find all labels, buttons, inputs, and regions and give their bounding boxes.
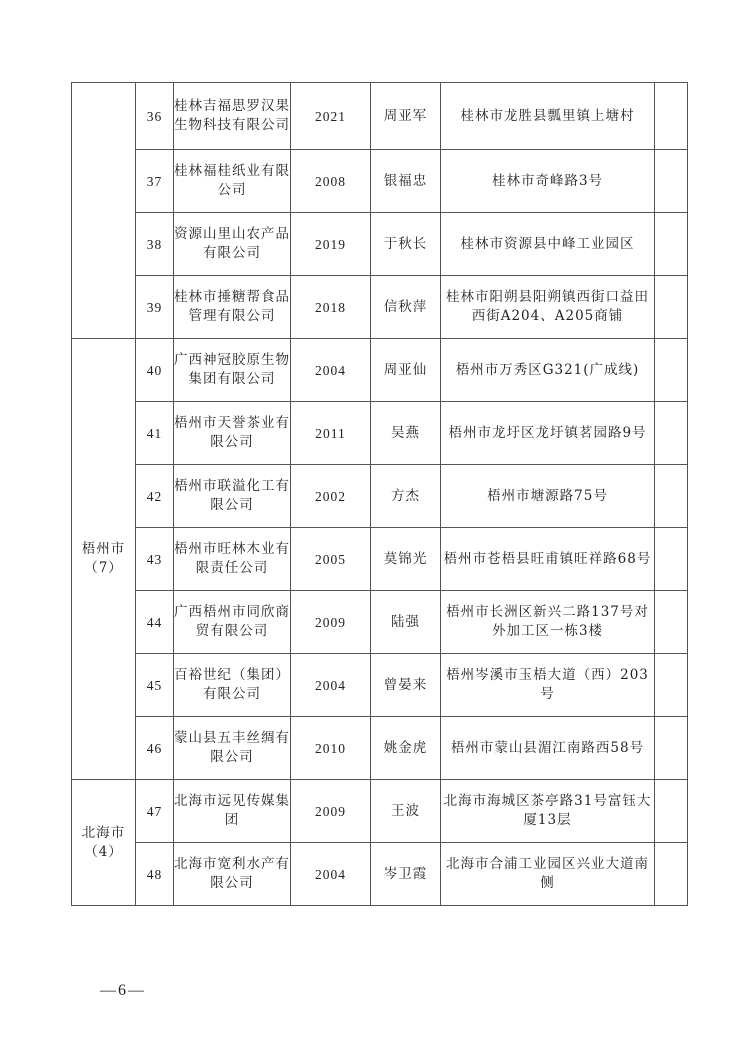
founding-year: 2002 xyxy=(291,465,371,528)
legal-representative: 吴燕 xyxy=(371,402,441,465)
row-number: 45 xyxy=(136,654,174,717)
founding-year: 2021 xyxy=(291,83,371,150)
region-count: （7） xyxy=(84,560,123,576)
company-name: 资源山里山农产品有限公司 xyxy=(174,213,291,276)
row-number: 42 xyxy=(136,465,174,528)
company-address: 梧州市万秀区G321(广成线) xyxy=(441,339,655,402)
company-address: 梧州岑溪市玉梧大道（西）203号 xyxy=(441,654,655,717)
company-name: 蒙山县五丰丝绸有限公司 xyxy=(174,717,291,780)
table-row xyxy=(72,83,688,150)
company-address: 桂林市阳朔县阳朔镇西街口益田西街A204、A205商铺 xyxy=(441,276,655,339)
company-address: 桂林市资源县中峰工业园区 xyxy=(441,213,655,276)
legal-representative: 周亚仙 xyxy=(371,339,441,402)
legal-representative: 于秋长 xyxy=(371,213,441,276)
region-cell-guilin xyxy=(72,83,136,339)
notes-cell xyxy=(655,591,688,654)
company-name: 北海市远见传媒集团 xyxy=(174,780,291,843)
legal-representative: 银福忠 xyxy=(371,150,441,213)
table-row xyxy=(72,654,688,717)
region-cell-wuzhou xyxy=(72,339,136,780)
legal-representative: 姚金虎 xyxy=(371,717,441,780)
row-number: 46 xyxy=(136,717,174,780)
company-address: 梧州市长洲区新兴二路137号对外加工区一栋3楼 xyxy=(441,591,655,654)
company-address: 北海市海城区茶亭路31号富钰大厦13层 xyxy=(441,780,655,843)
founding-year: 2019 xyxy=(291,213,371,276)
region-count: （4） xyxy=(84,843,123,860)
company-address: 桂林市龙胜县瓢里镇上塘村 xyxy=(441,83,655,150)
company-name: 北海市宽利水产有限公司 xyxy=(174,843,291,906)
company-address: 梧州市塘源路75号 xyxy=(441,465,655,528)
notes-cell xyxy=(655,780,688,843)
legal-representative: 曾晏来 xyxy=(371,654,441,717)
table-row xyxy=(72,402,688,465)
company-name: 梧州市旺林木业有限责任公司 xyxy=(174,528,291,591)
page-number: —6— xyxy=(100,982,146,999)
row-number: 43 xyxy=(136,528,174,591)
company-name: 梧州市天誉茶业有限公司 xyxy=(174,402,291,465)
table-row xyxy=(72,150,688,213)
legal-representative: 陆强 xyxy=(371,591,441,654)
company-name: 桂林市捶糖帮食品管理有限公司 xyxy=(174,276,291,339)
table-row xyxy=(72,591,688,654)
company-name: 桂林福桂纸业有限公司 xyxy=(174,150,291,213)
founding-year: 2004 xyxy=(291,654,371,717)
table-row xyxy=(72,780,688,843)
legal-representative: 莫锦光 xyxy=(371,528,441,591)
enterprise-table xyxy=(71,82,688,906)
notes-cell xyxy=(655,150,688,213)
notes-cell xyxy=(655,654,688,717)
company-name: 梧州市联溢化工有限公司 xyxy=(174,465,291,528)
table-row xyxy=(72,213,688,276)
notes-cell xyxy=(655,402,688,465)
founding-year: 2004 xyxy=(291,339,371,402)
founding-year: 2004 xyxy=(291,843,371,906)
notes-cell xyxy=(655,276,688,339)
row-number: 44 xyxy=(136,591,174,654)
notes-cell xyxy=(655,213,688,276)
notes-cell xyxy=(655,528,688,591)
table-row xyxy=(72,465,688,528)
row-number: 39 xyxy=(136,276,174,339)
notes-cell xyxy=(655,843,688,906)
founding-year: 2009 xyxy=(291,780,371,843)
founding-year: 2009 xyxy=(291,591,371,654)
row-number: 48 xyxy=(136,843,174,906)
company-name: 广西梧州市同欣商贸有限公司 xyxy=(174,591,291,654)
table-row xyxy=(72,276,688,339)
company-address: 梧州市苍梧县旺甫镇旺祥路68号 xyxy=(441,528,655,591)
founding-year: 2008 xyxy=(291,150,371,213)
legal-representative: 王波 xyxy=(371,780,441,843)
table-row xyxy=(72,528,688,591)
company-address: 梧州市龙圩区龙圩镇茗园路9号 xyxy=(441,402,655,465)
legal-representative: 方杰 xyxy=(371,465,441,528)
row-number: 40 xyxy=(136,339,174,402)
row-number: 37 xyxy=(136,150,174,213)
row-number: 47 xyxy=(136,780,174,843)
notes-cell xyxy=(655,465,688,528)
company-address: 梧州市蒙山县湄江南路西58号 xyxy=(441,717,655,780)
row-number: 41 xyxy=(136,402,174,465)
notes-cell xyxy=(655,717,688,780)
legal-representative: 信秋萍 xyxy=(371,276,441,339)
founding-year: 2005 xyxy=(291,528,371,591)
legal-representative: 周亚军 xyxy=(371,83,441,150)
legal-representative: 岑卫霞 xyxy=(371,843,441,906)
table-row xyxy=(72,339,688,402)
notes-cell xyxy=(655,83,688,150)
table-row xyxy=(72,843,688,906)
row-number: 36 xyxy=(136,83,174,150)
region-name: 梧州市 xyxy=(81,541,126,557)
founding-year: 2010 xyxy=(291,717,371,780)
founding-year: 2011 xyxy=(291,402,371,465)
region-name: 北海市 xyxy=(81,824,126,841)
founding-year: 2018 xyxy=(291,276,371,339)
row-number: 38 xyxy=(136,213,174,276)
company-name: 桂林吉福思罗汉果生物科技有限公司 xyxy=(174,83,291,150)
region-cell-beihai xyxy=(72,780,136,906)
company-name: 百裕世纪（集团）有限公司 xyxy=(174,654,291,717)
notes-cell xyxy=(655,339,688,402)
company-address: 桂林市奇峰路3号 xyxy=(441,150,655,213)
table-row xyxy=(72,717,688,780)
company-address: 北海市合浦工业园区兴业大道南侧 xyxy=(441,843,655,906)
company-name: 广西神冠胶原生物集团有限公司 xyxy=(174,339,291,402)
